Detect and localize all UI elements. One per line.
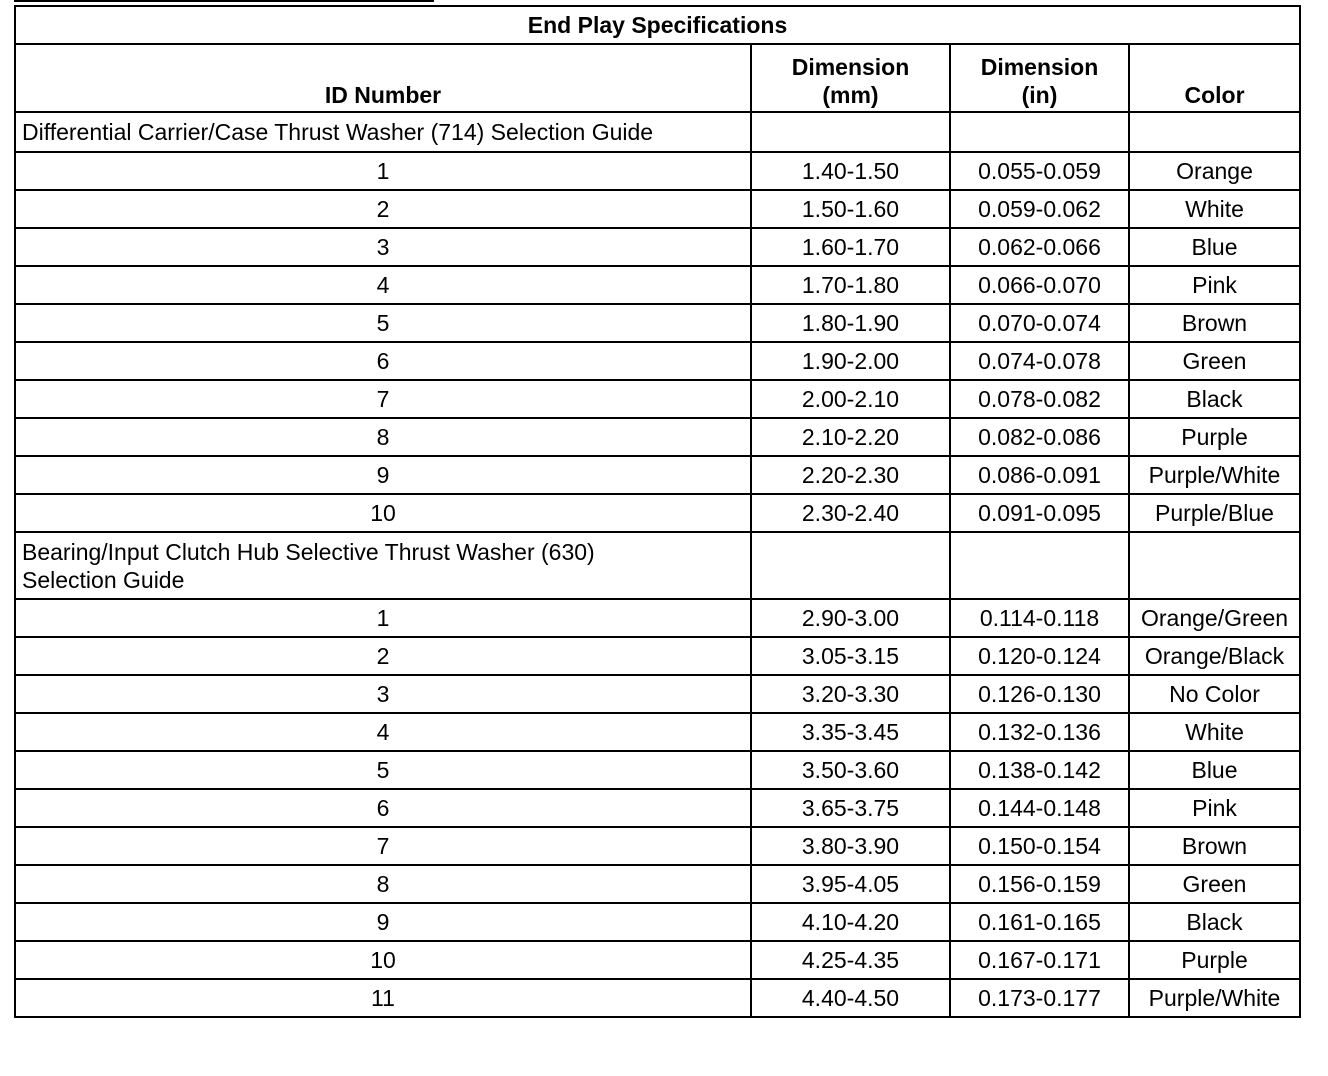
cell-id-number: 8 <box>15 865 751 903</box>
cell-dimension-in: 0.161-0.165 <box>950 903 1129 941</box>
cell-dimension-mm: 3.65-3.75 <box>751 789 950 827</box>
cell-dimension-mm: 1.60-1.70 <box>751 228 950 266</box>
cell-id-number: 2 <box>15 637 751 675</box>
cell-dimension-in: 0.173-0.177 <box>950 979 1129 1017</box>
cell-dimension-in: 0.132-0.136 <box>950 713 1129 751</box>
group-label: Bearing/Input Clutch Hub Selective Thrust Washer (630) Selection Guide <box>15 532 751 599</box>
cell-dimension-in: 0.074-0.078 <box>950 342 1129 380</box>
cell-color: Orange <box>1129 152 1300 190</box>
table-row <box>15 637 1300 675</box>
table-row <box>15 190 1300 228</box>
cell-dimension-mm: 1.90-2.00 <box>751 342 950 380</box>
cell-dimension-in: 0.055-0.059 <box>950 152 1129 190</box>
cell-dimension-mm: 4.25-4.35 <box>751 941 950 979</box>
cell-dimension-mm: 2.00-2.10 <box>751 380 950 418</box>
cell-color: No Color <box>1129 675 1300 713</box>
cell-color: Black <box>1129 903 1300 941</box>
cell-id-number: 10 <box>15 494 751 532</box>
cell-dimension-in: 0.126-0.130 <box>950 675 1129 713</box>
cell-color: Purple/White <box>1129 456 1300 494</box>
cell-color: White <box>1129 190 1300 228</box>
cell-color: Black <box>1129 380 1300 418</box>
table-row <box>15 228 1300 266</box>
table-row <box>15 713 1300 751</box>
cell-dimension-mm: 3.95-4.05 <box>751 865 950 903</box>
header-dimension-in <box>950 44 1129 112</box>
cell-dimension-mm: 1.80-1.90 <box>751 304 950 342</box>
table-row <box>15 865 1300 903</box>
table-row <box>15 979 1300 1017</box>
cell-color: Orange/Green <box>1129 599 1300 637</box>
cell-id-number: 5 <box>15 304 751 342</box>
cell-dimension-in: 0.167-0.171 <box>950 941 1129 979</box>
top-edge-line <box>14 0 434 2</box>
cell-dimension-in: 0.070-0.074 <box>950 304 1129 342</box>
cell-dimension-in: 0.138-0.142 <box>950 751 1129 789</box>
cell-dimension-in: 0.120-0.124 <box>950 637 1129 675</box>
cell-dimension-in: 0.144-0.148 <box>950 789 1129 827</box>
cell-color: Pink <box>1129 789 1300 827</box>
group-empty-cell <box>950 532 1129 599</box>
cell-dimension-in: 0.150-0.154 <box>950 827 1129 865</box>
cell-color: Pink <box>1129 266 1300 304</box>
table-title: End Play Specifications <box>15 6 1300 44</box>
cell-color: Green <box>1129 342 1300 380</box>
cell-dimension-mm: 3.05-3.15 <box>751 637 950 675</box>
cell-dimension-in: 0.062-0.066 <box>950 228 1129 266</box>
header-color-label: Color <box>1184 82 1245 108</box>
cell-dimension-in: 0.114-0.118 <box>950 599 1129 637</box>
cell-dimension-mm: 2.90-3.00 <box>751 599 950 637</box>
cell-dimension-in: 0.066-0.070 <box>950 266 1129 304</box>
header-color <box>1129 44 1300 112</box>
group-empty-cell <box>751 112 950 152</box>
cell-dimension-mm: 4.40-4.50 <box>751 979 950 1017</box>
header-dimension-mm-line2: (mm) <box>822 82 879 108</box>
cell-id-number: 4 <box>15 266 751 304</box>
cell-dimension-in: 0.082-0.086 <box>950 418 1129 456</box>
cell-id-number: 1 <box>15 152 751 190</box>
table-row <box>15 751 1300 789</box>
group-header-row <box>15 112 1300 152</box>
cell-dimension-mm: 2.30-2.40 <box>751 494 950 532</box>
table-row <box>15 675 1300 713</box>
cell-id-number: 1 <box>15 599 751 637</box>
table-row <box>15 342 1300 380</box>
cell-id-number: 6 <box>15 789 751 827</box>
header-dimension-in-line2: (in) <box>1021 82 1058 108</box>
header-id-number <box>15 44 751 112</box>
cell-id-number: 11 <box>15 979 751 1017</box>
cell-dimension-mm: 2.10-2.20 <box>751 418 950 456</box>
cell-dimension-mm: 1.40-1.50 <box>751 152 950 190</box>
group-header-row <box>15 532 1300 599</box>
cell-dimension-mm: 3.80-3.90 <box>751 827 950 865</box>
table-row <box>15 152 1300 190</box>
cell-dimension-mm: 1.70-1.80 <box>751 266 950 304</box>
cell-color: White <box>1129 713 1300 751</box>
group-empty-cell <box>1129 112 1300 152</box>
cell-dimension-in: 0.156-0.159 <box>950 865 1129 903</box>
table-row <box>15 789 1300 827</box>
cell-id-number: 9 <box>15 456 751 494</box>
cell-color: Purple/Blue <box>1129 494 1300 532</box>
cell-dimension-in: 0.086-0.091 <box>950 456 1129 494</box>
group-empty-cell <box>751 532 950 599</box>
cell-dimension-mm: 2.20-2.30 <box>751 456 950 494</box>
cell-color: Brown <box>1129 827 1300 865</box>
group-label: Differential Carrier/Case Thrust Washer (714) Selection Guide <box>15 112 751 152</box>
cell-id-number: 3 <box>15 675 751 713</box>
group-empty-cell <box>950 112 1129 152</box>
table-header-row <box>15 44 1300 112</box>
table-row <box>15 304 1300 342</box>
cell-color: Purple <box>1129 941 1300 979</box>
header-dimension-mm <box>751 44 950 112</box>
end-play-specifications-table <box>14 5 1301 1018</box>
cell-id-number: 7 <box>15 827 751 865</box>
table-row <box>15 456 1300 494</box>
cell-id-number: 9 <box>15 903 751 941</box>
header-dimension-mm-line1: Dimension <box>791 54 910 80</box>
cell-color: Purple <box>1129 418 1300 456</box>
table-row <box>15 494 1300 532</box>
table-row <box>15 827 1300 865</box>
header-dimension-in-line1: Dimension <box>980 54 1099 80</box>
table-row <box>15 418 1300 456</box>
cell-dimension-in: 0.059-0.062 <box>950 190 1129 228</box>
cell-id-number: 5 <box>15 751 751 789</box>
table-row <box>15 941 1300 979</box>
cell-color: Purple/White <box>1129 979 1300 1017</box>
cell-dimension-in: 0.091-0.095 <box>950 494 1129 532</box>
cell-id-number: 4 <box>15 713 751 751</box>
cell-id-number: 8 <box>15 418 751 456</box>
cell-id-number: 2 <box>15 190 751 228</box>
cell-id-number: 3 <box>15 228 751 266</box>
header-id-number-label: ID Number <box>324 82 442 108</box>
table-row <box>15 903 1300 941</box>
cell-dimension-mm: 3.35-3.45 <box>751 713 950 751</box>
cell-dimension-mm: 3.50-3.60 <box>751 751 950 789</box>
table-row <box>15 380 1300 418</box>
cell-color: Blue <box>1129 228 1300 266</box>
cell-color: Brown <box>1129 304 1300 342</box>
cell-color: Blue <box>1129 751 1300 789</box>
table-row <box>15 599 1300 637</box>
cell-id-number: 10 <box>15 941 751 979</box>
cell-dimension-mm: 3.20-3.30 <box>751 675 950 713</box>
group-empty-cell <box>1129 532 1300 599</box>
cell-id-number: 6 <box>15 342 751 380</box>
cell-color: Orange/Black <box>1129 637 1300 675</box>
cell-dimension-mm: 4.10-4.20 <box>751 903 950 941</box>
cell-color: Green <box>1129 865 1300 903</box>
table-row <box>15 266 1300 304</box>
cell-id-number: 7 <box>15 380 751 418</box>
cell-dimension-in: 0.078-0.082 <box>950 380 1129 418</box>
table-title-row <box>15 6 1300 44</box>
cell-dimension-mm: 1.50-1.60 <box>751 190 950 228</box>
